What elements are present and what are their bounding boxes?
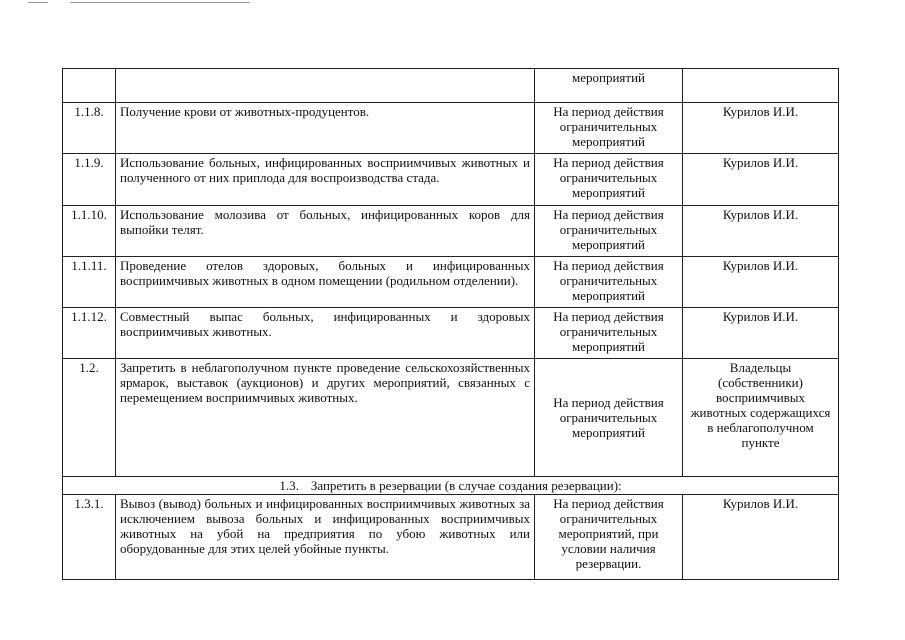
measure-description: Запретить в неблагополучном пункте проведение сельскохозяйственных ярмарок, выставок (аукционов) и других мероприятий, связанных с перемещением восприимчивых животных.	[116, 359, 535, 477]
measure-description: Получение крови от животных-продуцентов.	[116, 103, 535, 154]
responsible-person: Владельцы (собственники) восприимчивых животных содержащихся в неблагополучном пункте	[683, 359, 839, 477]
responsible-person: Курилов И.И.	[683, 206, 839, 257]
table-row	[63, 69, 839, 103]
section-title: Запретить в резервации (в случае создания резервации):	[310, 478, 622, 493]
scan-artifact-line	[28, 2, 48, 3]
row-number: 1.1.12.	[63, 308, 116, 359]
measure-description: Проведение отелов здоровых, больных и инфицированных восприимчивых животных в одном помещении (родильном отделении).	[116, 257, 535, 308]
responsible-person: Курилов И.И.	[683, 103, 839, 154]
table-row	[63, 154, 839, 206]
section-row	[63, 477, 839, 495]
row-number	[63, 69, 116, 103]
measure-period: На период действия ограничительных мероприятий, при условии наличия резервации.	[535, 495, 683, 580]
row-number: 1.3.1.	[63, 495, 116, 580]
measure-period: На период действия ограничительных мероприятий	[535, 308, 683, 359]
responsible-person: Курилов И.И.	[683, 154, 839, 206]
responsible-person: Курилов И.И.	[683, 257, 839, 308]
measure-description: Вывоз (вывод) больных и инфицированных восприимчивых животных за исключением вывоза больных и инфицированных восприимчивых животных на убой на предприятия по убою животных или оборудованные для этих целей убойные пункты.	[116, 495, 535, 580]
measure-period: мероприятий	[535, 69, 683, 103]
table-row	[63, 359, 839, 477]
measure-period: На период действия ограничительных мероприятий	[535, 257, 683, 308]
row-number: 1.1.9.	[63, 154, 116, 206]
measure-period: На период действия ограничительных мероприятий	[535, 154, 683, 206]
table-row	[63, 257, 839, 308]
measure-description: Использование больных, инфицированных восприимчивых животных и полученного от них приплода для воспроизводства стада.	[116, 154, 535, 206]
row-number: 1.1.8.	[63, 103, 116, 154]
row-number: 1.1.10.	[63, 206, 116, 257]
measures-table	[62, 68, 839, 580]
scan-artifact-line	[70, 2, 250, 3]
measure-description	[116, 69, 535, 103]
table-row	[63, 206, 839, 257]
table-row	[63, 308, 839, 359]
measure-description: Совместный выпас больных, инфицированных и здоровых восприимчивых животных.	[116, 308, 535, 359]
measure-description: Использование молозива от больных, инфицированных коров для выпойки телят.	[116, 206, 535, 257]
responsible-person: Курилов И.И.	[683, 308, 839, 359]
row-number: 1.1.11.	[63, 257, 116, 308]
measure-period: На период действия ограничительных мероприятий	[535, 206, 683, 257]
row-number: 1.2.	[63, 359, 116, 477]
section-heading	[63, 477, 839, 495]
measure-period: На период действия ограничительных мероприятий	[535, 359, 683, 477]
table-row	[63, 495, 839, 580]
measure-period: На период действия ограничительных мероприятий	[535, 103, 683, 154]
section-number: 1.3.	[279, 478, 299, 493]
table-row	[63, 103, 839, 154]
responsible-person: Курилов И.И.	[683, 495, 839, 580]
responsible-person	[683, 69, 839, 103]
